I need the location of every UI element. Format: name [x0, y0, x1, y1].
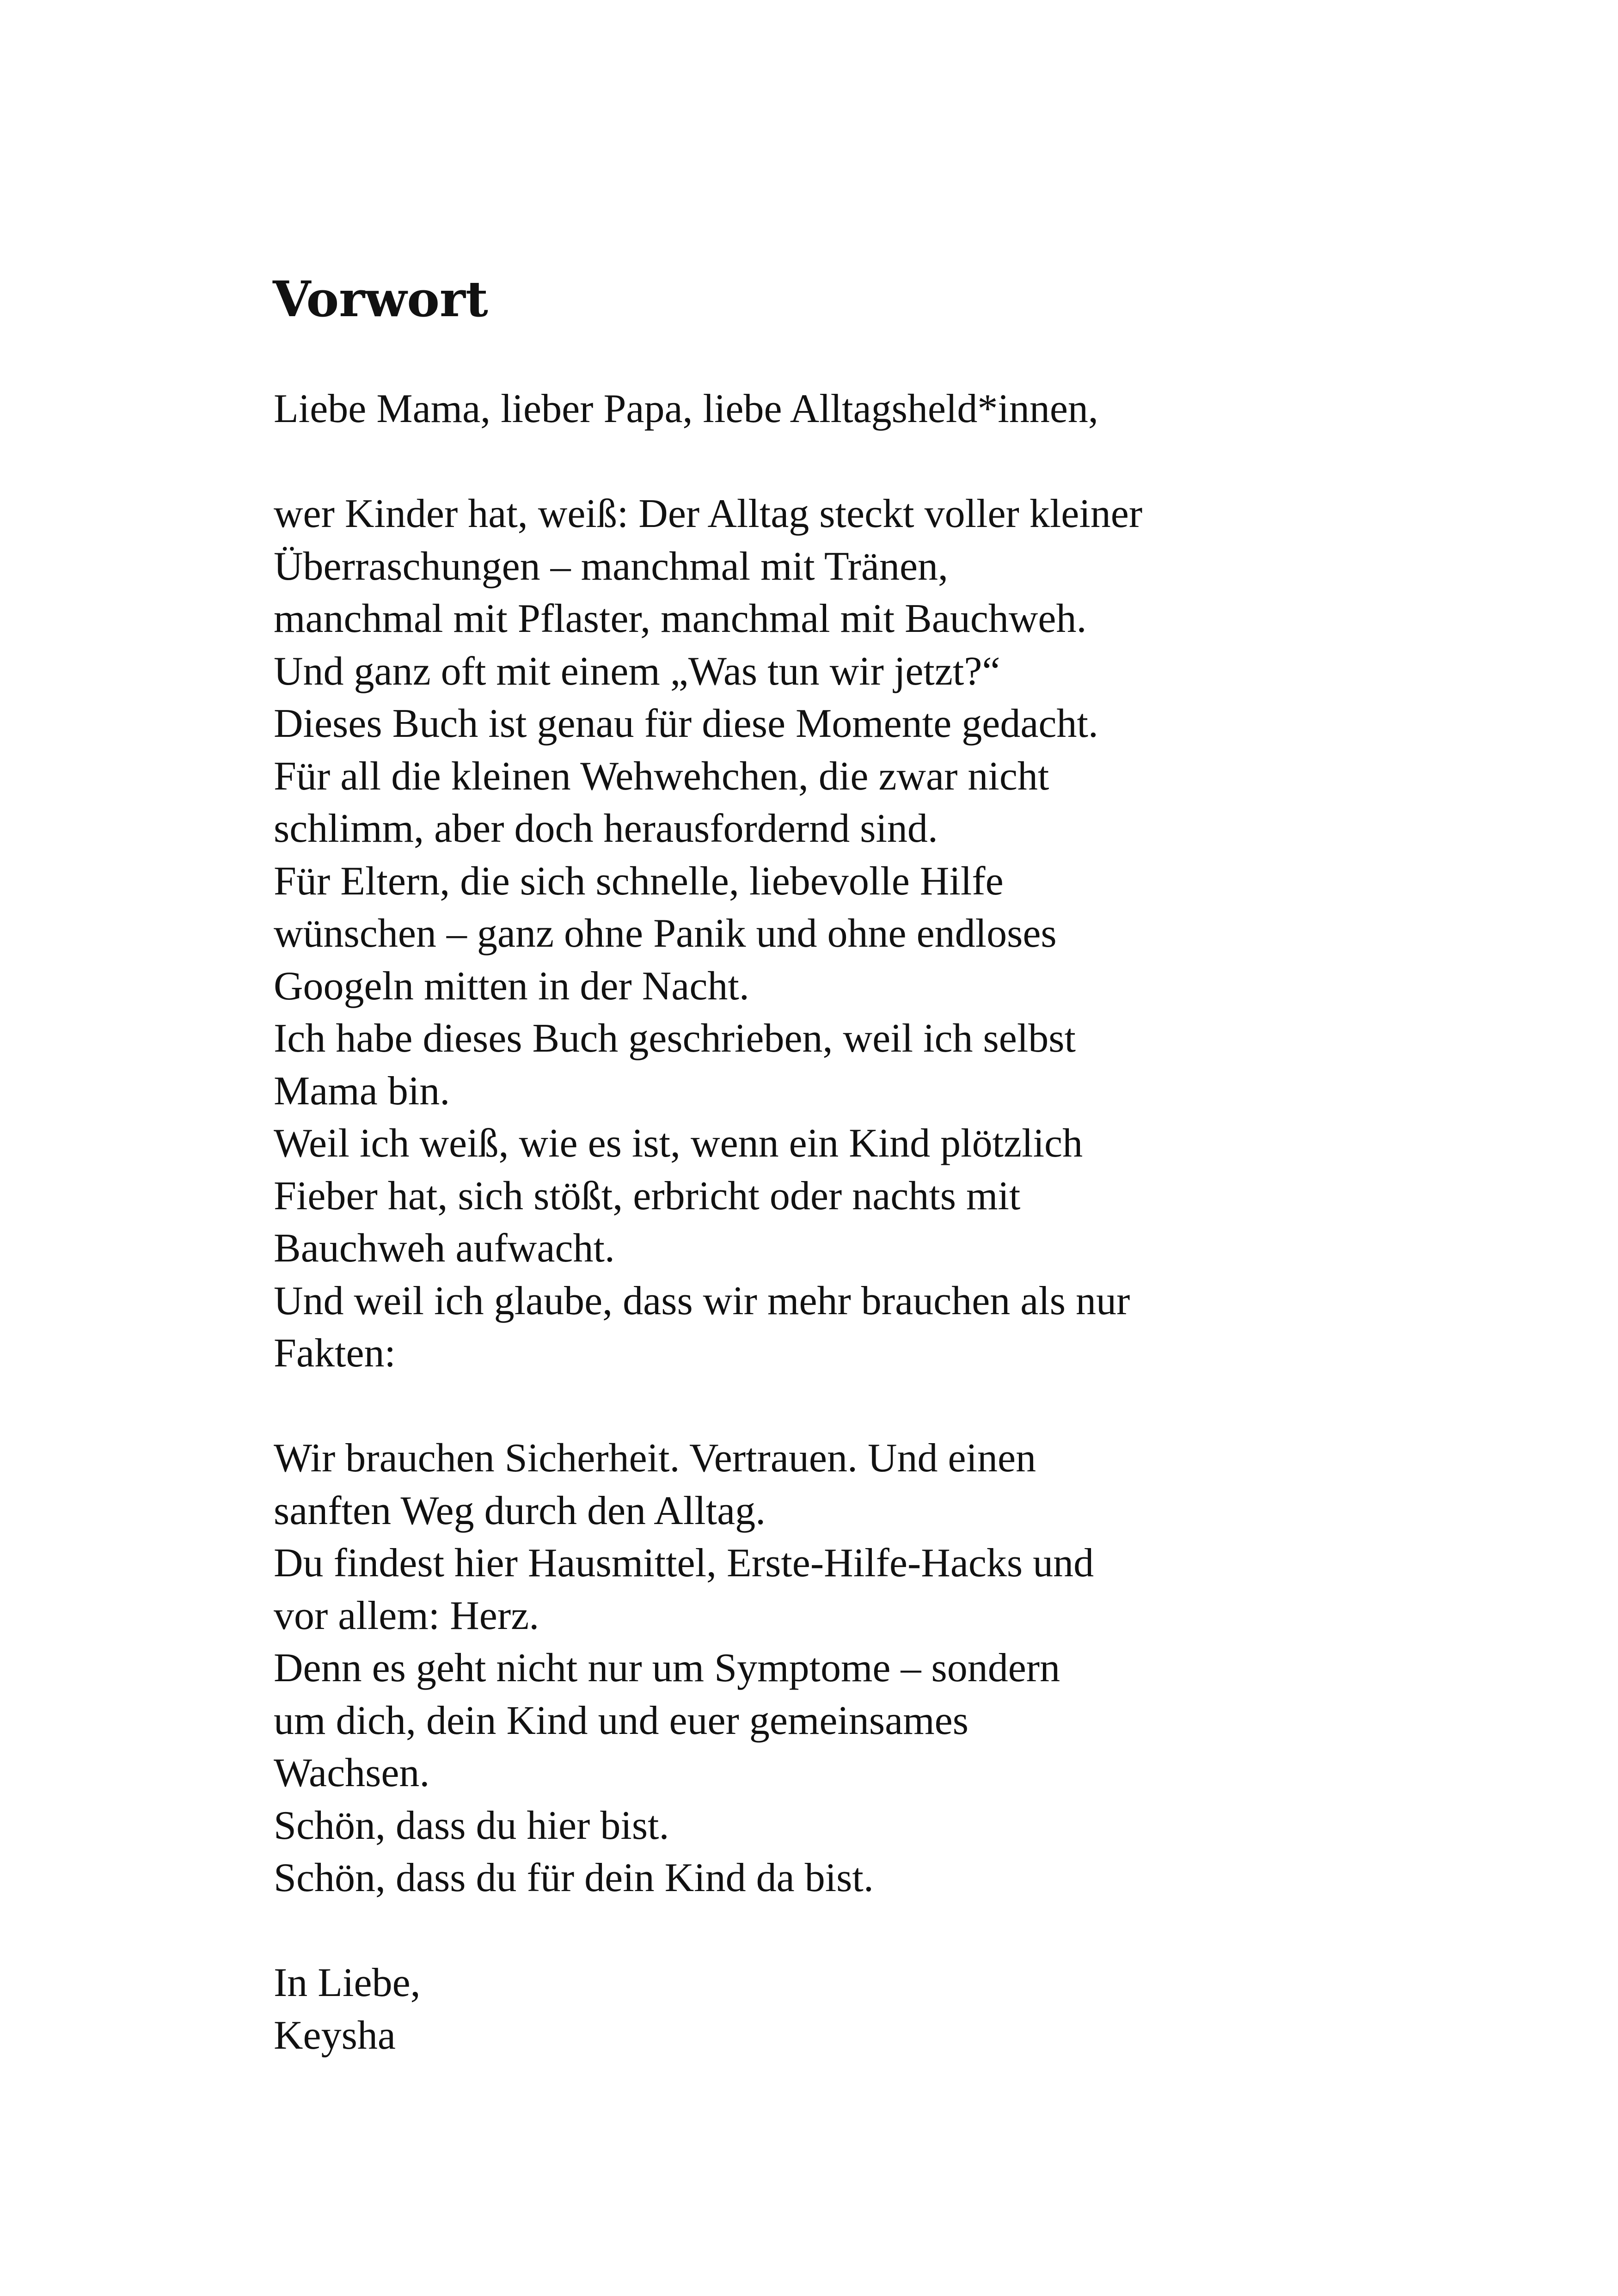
foreword-text	[274, 383, 1383, 2062]
text-line: Mama bin.	[274, 1068, 450, 1114]
text-line: Googeln mitten in der Nacht.	[274, 963, 749, 1009]
text-line: Und weil ich glaube, dass wir mehr brauchen als nur	[274, 1278, 1130, 1323]
salutation-line: Liebe Mama, lieber Papa, liebe Alltagsheld*innen,	[274, 386, 1098, 431]
text-line: Wachsen.	[274, 1751, 430, 1795]
closing-line: In Liebe,	[274, 1960, 421, 2005]
text-line: Ich habe dieses Buch geschrieben, weil ich selbst	[274, 1016, 1076, 1061]
text-line: Fakten:	[274, 1331, 396, 1376]
text-line: Bauchweh aufwacht.	[274, 1226, 615, 1271]
text-line: manchmal mit Pflaster, manchmal mit Bauchweh.	[274, 596, 1087, 641]
text-line: Du findest hier Hausmittel, Erste-Hilfe-Hacks und	[274, 1541, 1094, 1586]
blank-line	[274, 435, 1383, 488]
text-line: vor allem: Herz.	[274, 1593, 539, 1638]
text-line: wünschen – ganz ohne Panik und ohne endloses	[274, 911, 1057, 956]
text-line: Weil ich weiß, wie es ist, wenn ein Kind plötzlich	[274, 1121, 1083, 1166]
text-line: wer Kinder hat, weiß: Der Alltag steckt voller kleiner	[274, 491, 1143, 536]
signature-name: Keysha	[274, 2013, 396, 2058]
text-line: schlimm, aber doch herausfordernd sind.	[274, 806, 938, 851]
text-line: Dieses Buch ist genau für diese Momente gedacht.	[274, 701, 1098, 746]
text-line: Schön, dass du für dein Kind da bist.	[274, 1855, 874, 1900]
blank-line	[274, 1904, 1383, 1957]
text-line: Schön, dass du hier bist.	[274, 1803, 669, 1848]
text-line: Fieber hat, sich stößt, erbricht oder nachts mit	[274, 1173, 1021, 1218]
blank-line	[274, 1380, 1383, 1433]
text-line: Überraschungen – manchmal mit Tränen,	[274, 544, 949, 589]
page-title: Vorwort	[273, 270, 488, 328]
text-line: Für Eltern, die sich schnelle, liebevolle Hilfe	[274, 858, 1004, 904]
text-line: um dich, dein Kind und euer gemeinsames	[274, 1698, 968, 1743]
text-line: Und ganz oft mit einem „Was tun wir jetzt?“	[274, 649, 1000, 694]
text-line: Denn es geht nicht nur um Symptome – sondern	[274, 1646, 1060, 1690]
text-line: sanften Weg durch den Alltag.	[274, 1488, 766, 1533]
text-line: Für all die kleinen Wehwehchen, die zwar nicht	[274, 753, 1049, 799]
text-line: Wir brauchen Sicherheit. Vertrauen. Und einen	[274, 1436, 1036, 1481]
